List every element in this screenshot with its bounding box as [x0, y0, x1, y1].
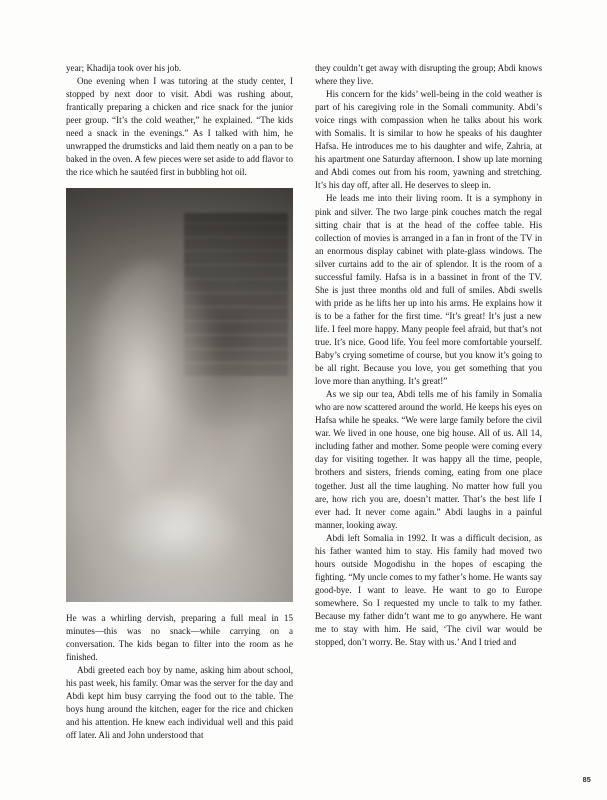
- page-number: 85: [582, 775, 591, 784]
- paragraph: His concern for the kids’ well-being in the cold weather is part of his caregiving role in the Somali community. Abdi’s voice rings with compassion when he talks about his work with Somalis. It is similar to how he speaks of his daughter Hafsa. He introduces me to his daughter and wife, Zahria, at his apartment one Saturday afternoon. I show up late morning and Abdi comes out from his room, yawning and stretching. It’s his day off, after all. He deserves to sleep in.: [315, 89, 542, 191]
- paragraph: He was a whirling dervish, preparing a full meal in 15 minutes—this was no snack—while carrying on a conversation. The kids began to filter into the room as he finished.: [66, 612, 293, 662]
- paragraph: One evening when I was tutoring at the study center, I stopped by next door to visit. Abdi was rushing about, frantically preparing a chicken and rice snack for the junior peer group. “It’s the cold weather,” he explained. “The kids need a snack in the evenings.” As I talked with him, he unwrapped the drumsticks and laid them neatly on a pan to be baked in the oven. A few pieces were set aside to add flavor to the rice which he sautéed first in bubbling hot oil.: [66, 76, 293, 178]
- blurred-interior-photograph: [66, 188, 293, 601]
- after-photo-text: [66, 612, 293, 742]
- paragraph: He leads me into their living room. It is a symphony in pink and silver. The two large pink couches match the regal sitting chair that is at the head of the coffee table. His collection of movies is arranged in a fan in front of the TV in an enormous display cabinet with plate-glass windows. The silver curtains add to the air of splendor. It is the room of a successful family. Hafsa is in a bassinet in front of the TV. She is just three months old and full of smiles. Abdi swells with pride as he lifts her up into his arms. He explains how it is to be a father for the first time. “It’s great! It’s just a new life. I feel more happy. Many people feel afraid, but that’s not true. It’s nice. Good life. You feel more comfortable yourself. Baby’s crying sometime of course, but you know it’s going to be all right. Because you love, you get something that you love more than anything. It’s great!”: [315, 193, 542, 387]
- paragraph: Abdi left Somalia in 1992. It was a difficult decision, as his father wanted him to stay. His family had moved two hours outside Mogodishu in the hopes of escaping the fighting. “My uncle comes to my father’s home. He wants say good-bye. I want to leave. He want to go to Europe somewhere. So I requested my uncle to talk to my father. Because my father didn’t want me to go anywhere. He want me to stay with him. He said, ‘The civil war would be stopped, don’t worry. Be. Stay with us.’ And I tried and: [315, 532, 542, 648]
- left-column: [66, 62, 293, 742]
- paragraph: As we sip our tea, Abdi tells me of his family in Somalia who are now scattered around the world. He keeps his eyes on Hafsa while he speaks. “We were large family before the civil war. We lived in one house, one big house. All of us. All 14, including father and mother. Some people were coming every day for visiting together. It was happy all the time, people, brothers and sisters, friends coming, eating from one place together. Just all the time laughing. No matter how full you are, how rich you are, doesn’t matter. That’s the best life I ever had. It never come again.” Abdi laughs in a painful manner, looking away.: [315, 389, 542, 530]
- paragraph: Abdi greeted each boy by name, asking him about school, his past week, his family. Omar was the server for the day and Abdi kept him busy carrying the food out to the table. The boys hung around the kitchen, eager for the rice and chicken and his attention. He knew each individual well and this paid off later. Ali and John understood that: [66, 664, 293, 740]
- paragraph: they couldn’t get away with disrupting the group; Abdi knows where they live.: [315, 63, 542, 87]
- photo-grain: [66, 188, 293, 601]
- two-column-layout: [66, 62, 563, 742]
- right-column: [315, 62, 542, 742]
- paragraph: year; Khadija took over his job.: [66, 63, 182, 73]
